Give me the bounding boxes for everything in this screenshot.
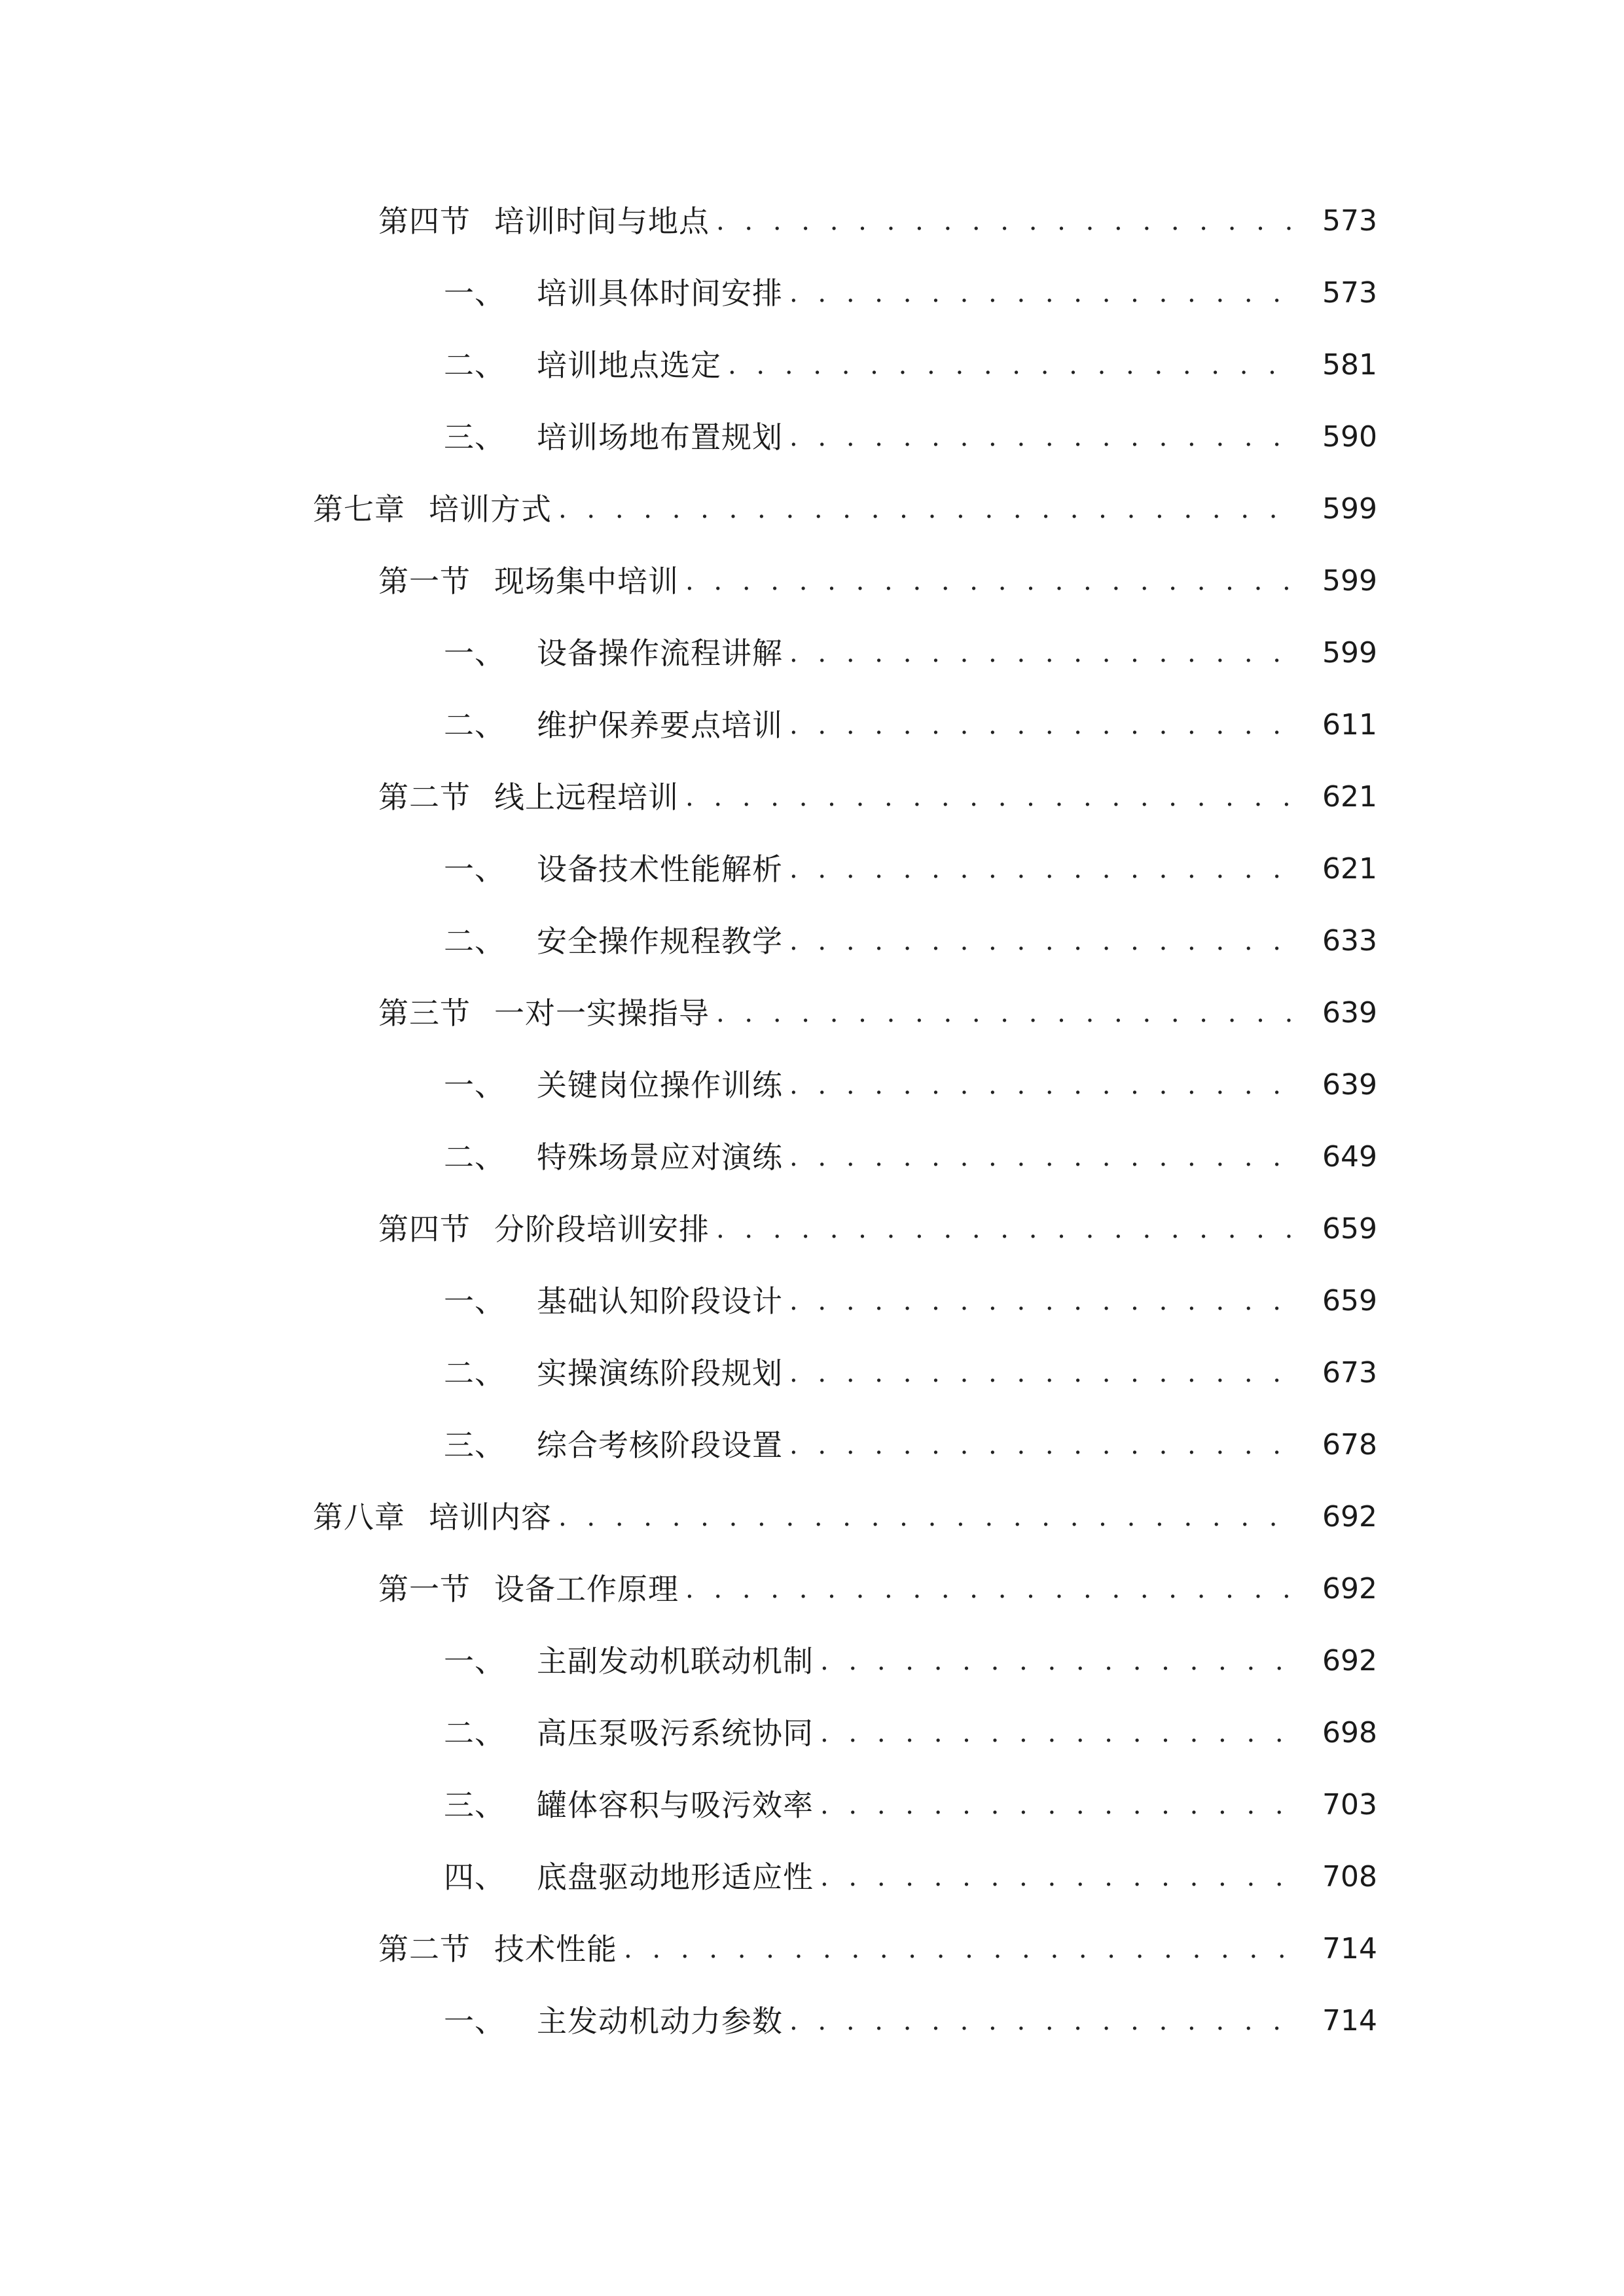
toc-entry-text: 技术性能 bbox=[494, 1931, 617, 1967]
toc-page-number: 621 bbox=[1322, 852, 1377, 886]
toc-page-number: 673 bbox=[1322, 1356, 1377, 1390]
toc-entry-text: 维护保养要点培训 bbox=[537, 708, 783, 743]
dot-leader bbox=[820, 1720, 1297, 1746]
table-of-contents bbox=[0, 185, 1624, 2057]
toc-page-number: 621 bbox=[1322, 780, 1377, 814]
toc-entry-text: 一对一实操指导 bbox=[494, 996, 710, 1031]
toc-page-number: 692 bbox=[1322, 1500, 1377, 1534]
toc-entry-text: 安全操作规程教学 bbox=[537, 924, 783, 959]
dot-leader bbox=[789, 1072, 1297, 1098]
dot-leader bbox=[558, 496, 1297, 522]
toc-entry-title bbox=[378, 780, 679, 815]
toc-entry-text: 主副发动机联动机制 bbox=[537, 1643, 814, 1679]
toc-page-number: 633 bbox=[1322, 924, 1377, 958]
dot-leader bbox=[820, 1648, 1297, 1674]
toc-page-number: 678 bbox=[1322, 1428, 1377, 1462]
toc-entry-item[interactable] bbox=[0, 689, 1624, 761]
toc-entry-number: 一、 bbox=[444, 852, 505, 887]
toc-entry-number: 二、 bbox=[444, 1715, 505, 1751]
toc-entry-item[interactable] bbox=[0, 905, 1624, 977]
dot-leader bbox=[789, 280, 1297, 306]
toc-entry-title bbox=[313, 1499, 552, 1535]
toc-page-number: 581 bbox=[1322, 348, 1377, 382]
dot-leader bbox=[789, 640, 1297, 666]
toc-entry-title bbox=[444, 420, 783, 455]
toc-entry-title bbox=[444, 1643, 814, 1679]
dot-leader bbox=[685, 784, 1297, 810]
toc-entry-title bbox=[444, 1355, 783, 1391]
toc-entry-section[interactable] bbox=[0, 977, 1624, 1049]
toc-entry-text: 综合考核阶段设置 bbox=[537, 1427, 783, 1463]
toc-entry-title bbox=[444, 1067, 783, 1103]
dot-leader bbox=[820, 1792, 1297, 1818]
dot-leader bbox=[789, 712, 1297, 738]
toc-entry-title bbox=[444, 1715, 814, 1751]
toc-entry-title bbox=[313, 492, 552, 527]
toc-entry-number: 一、 bbox=[444, 2003, 505, 2039]
toc-entry-number: 三、 bbox=[444, 1427, 505, 1463]
dot-leader bbox=[716, 1216, 1297, 1242]
toc-entry-chapter[interactable] bbox=[0, 1481, 1624, 1553]
toc-entry-number: 第四节 bbox=[378, 204, 471, 239]
toc-entry-item[interactable] bbox=[0, 833, 1624, 905]
toc-entry-text: 关键岗位操作训练 bbox=[537, 1067, 783, 1103]
toc-entry-item[interactable] bbox=[0, 1985, 1624, 2057]
dot-leader bbox=[789, 928, 1297, 954]
toc-entry-title bbox=[444, 1787, 814, 1823]
toc-entry-item[interactable] bbox=[0, 1625, 1624, 1697]
toc-entry-text: 设备操作流程讲解 bbox=[537, 636, 783, 671]
toc-page-number: 590 bbox=[1322, 420, 1377, 454]
toc-entry-text: 高压泵吸污系统协同 bbox=[537, 1715, 814, 1751]
toc-entry-text: 线上远程培训 bbox=[494, 780, 679, 815]
toc-entry-title bbox=[378, 1931, 617, 1967]
toc-entry-text: 分阶段培训安排 bbox=[494, 1211, 710, 1247]
dot-leader bbox=[685, 568, 1297, 594]
toc-entry-title bbox=[444, 924, 783, 959]
toc-entry-section[interactable] bbox=[0, 545, 1624, 617]
toc-entry-title bbox=[378, 564, 679, 599]
toc-entry-title bbox=[378, 1571, 679, 1607]
toc-entry-item[interactable] bbox=[0, 1409, 1624, 1481]
toc-entry-title bbox=[444, 708, 783, 743]
toc-entry-section[interactable] bbox=[0, 185, 1624, 257]
toc-entry-section[interactable] bbox=[0, 1553, 1624, 1625]
toc-page-number: 659 bbox=[1322, 1284, 1377, 1318]
toc-entry-title bbox=[444, 636, 783, 671]
toc-entry-title bbox=[378, 1211, 710, 1247]
toc-entry-text: 基础认知阶段设计 bbox=[537, 1283, 783, 1319]
toc-entry-title bbox=[444, 1283, 783, 1319]
toc-entry-text: 设备工作原理 bbox=[494, 1571, 679, 1607]
toc-page-number: 692 bbox=[1322, 1572, 1377, 1605]
toc-page-number: 611 bbox=[1322, 708, 1377, 742]
toc-page-number: 714 bbox=[1322, 1932, 1377, 1965]
toc-entry-text: 培训地点选定 bbox=[537, 348, 721, 383]
toc-entry-item[interactable] bbox=[0, 1049, 1624, 1121]
toc-entry-text: 罐体容积与吸污效率 bbox=[537, 1787, 814, 1823]
toc-entry-title bbox=[444, 1427, 783, 1463]
toc-entry-item[interactable] bbox=[0, 1337, 1624, 1409]
toc-page-number: 659 bbox=[1322, 1212, 1377, 1246]
toc-entry-text: 实操演练阶段规划 bbox=[537, 1355, 783, 1391]
toc-page-number: 703 bbox=[1322, 1788, 1377, 1821]
toc-entry-text: 培训方式 bbox=[429, 492, 552, 527]
toc-entry-title bbox=[444, 2003, 783, 2039]
toc-entry-number: 一、 bbox=[444, 1067, 505, 1103]
toc-entry-text: 设备技术性能解析 bbox=[537, 852, 783, 887]
toc-entry-item[interactable] bbox=[0, 257, 1624, 329]
toc-page-number: 692 bbox=[1322, 1644, 1377, 1677]
dot-leader bbox=[789, 1432, 1297, 1458]
toc-entry-number: 一、 bbox=[444, 636, 505, 671]
toc-page-number: 708 bbox=[1322, 1860, 1377, 1893]
toc-entry-text: 培训场地布置规划 bbox=[537, 420, 783, 455]
toc-entry-number: 第三节 bbox=[378, 996, 471, 1031]
toc-entry-number: 第四节 bbox=[378, 1211, 471, 1247]
toc-entry-number: 第七章 bbox=[313, 492, 405, 527]
toc-page-number: 599 bbox=[1322, 564, 1377, 598]
toc-entry-number: 二、 bbox=[444, 924, 505, 959]
toc-entry-number: 第二节 bbox=[378, 780, 471, 815]
dot-leader bbox=[789, 856, 1297, 882]
dot-leader bbox=[789, 2008, 1297, 2034]
toc-page-number: 639 bbox=[1322, 1068, 1377, 1102]
toc-page-number: 573 bbox=[1322, 276, 1377, 310]
dot-leader bbox=[789, 424, 1297, 450]
toc-entry-number: 二、 bbox=[444, 1139, 505, 1175]
toc-entry-number: 三、 bbox=[444, 420, 505, 455]
dot-leader bbox=[789, 1360, 1297, 1386]
toc-page-number: 599 bbox=[1322, 636, 1377, 670]
toc-entry-number: 一、 bbox=[444, 1643, 505, 1679]
toc-entry-number: 二、 bbox=[444, 348, 505, 383]
toc-entry-number: 一、 bbox=[444, 276, 505, 311]
toc-entry-title bbox=[444, 852, 783, 887]
toc-entry-number: 第一节 bbox=[378, 564, 471, 599]
toc-entry-number: 三、 bbox=[444, 1787, 505, 1823]
toc-entry-number: 第一节 bbox=[378, 1571, 471, 1607]
toc-page-number: 714 bbox=[1322, 2004, 1377, 2037]
toc-entry-text: 特殊场景应对演练 bbox=[537, 1139, 783, 1175]
dot-leader bbox=[685, 1576, 1297, 1602]
toc-entry-title bbox=[444, 1139, 783, 1175]
dot-leader bbox=[789, 1144, 1297, 1170]
dot-leader bbox=[789, 1288, 1297, 1314]
toc-entry-number: 二、 bbox=[444, 1355, 505, 1391]
toc-page-number: 599 bbox=[1322, 492, 1377, 526]
toc-page-number: 698 bbox=[1322, 1716, 1377, 1749]
toc-entry-section[interactable] bbox=[0, 761, 1624, 833]
toc-page-number: 649 bbox=[1322, 1140, 1377, 1174]
toc-page-number: 639 bbox=[1322, 996, 1377, 1030]
toc-entry-text: 底盘驱动地形适应性 bbox=[537, 1859, 814, 1895]
toc-entry-text: 现场集中培训 bbox=[494, 564, 679, 599]
toc-entry-chapter[interactable] bbox=[0, 473, 1624, 545]
toc-entry-text: 主发动机动力参数 bbox=[537, 2003, 783, 2039]
toc-entry-text: 培训具体时间安排 bbox=[537, 276, 783, 311]
toc-entry-section[interactable] bbox=[0, 1193, 1624, 1265]
toc-entry-item[interactable] bbox=[0, 329, 1624, 401]
toc-entry-item[interactable] bbox=[0, 1121, 1624, 1193]
toc-entry-title bbox=[378, 204, 710, 239]
toc-entry-title bbox=[444, 276, 783, 311]
dot-leader bbox=[558, 1504, 1297, 1530]
toc-entry-title bbox=[444, 348, 721, 383]
toc-entry-number: 第八章 bbox=[313, 1499, 405, 1535]
dot-leader bbox=[728, 352, 1297, 378]
toc-entry-text: 培训时间与地点 bbox=[494, 204, 710, 239]
toc-entry-item[interactable] bbox=[0, 1769, 1624, 1841]
toc-entry-title bbox=[378, 996, 710, 1031]
dot-leader bbox=[716, 208, 1297, 234]
dot-leader bbox=[716, 1000, 1297, 1026]
toc-entry-number: 二、 bbox=[444, 708, 505, 743]
toc-entry-title bbox=[444, 1859, 814, 1895]
toc-entry-item[interactable] bbox=[0, 1697, 1624, 1769]
toc-entry-item[interactable] bbox=[0, 401, 1624, 473]
toc-entry-number: 一、 bbox=[444, 1283, 505, 1319]
dot-leader bbox=[624, 1936, 1297, 1962]
toc-entry-text: 培训内容 bbox=[429, 1499, 552, 1535]
toc-entry-number: 第二节 bbox=[378, 1931, 471, 1967]
toc-entry-item[interactable] bbox=[0, 1841, 1624, 1913]
toc-entry-item[interactable] bbox=[0, 1265, 1624, 1337]
dot-leader bbox=[820, 1864, 1297, 1890]
toc-entry-item[interactable] bbox=[0, 617, 1624, 689]
toc-entry-number: 四、 bbox=[444, 1859, 505, 1895]
toc-page-number: 573 bbox=[1322, 204, 1377, 238]
toc-entry-section[interactable] bbox=[0, 1913, 1624, 1985]
